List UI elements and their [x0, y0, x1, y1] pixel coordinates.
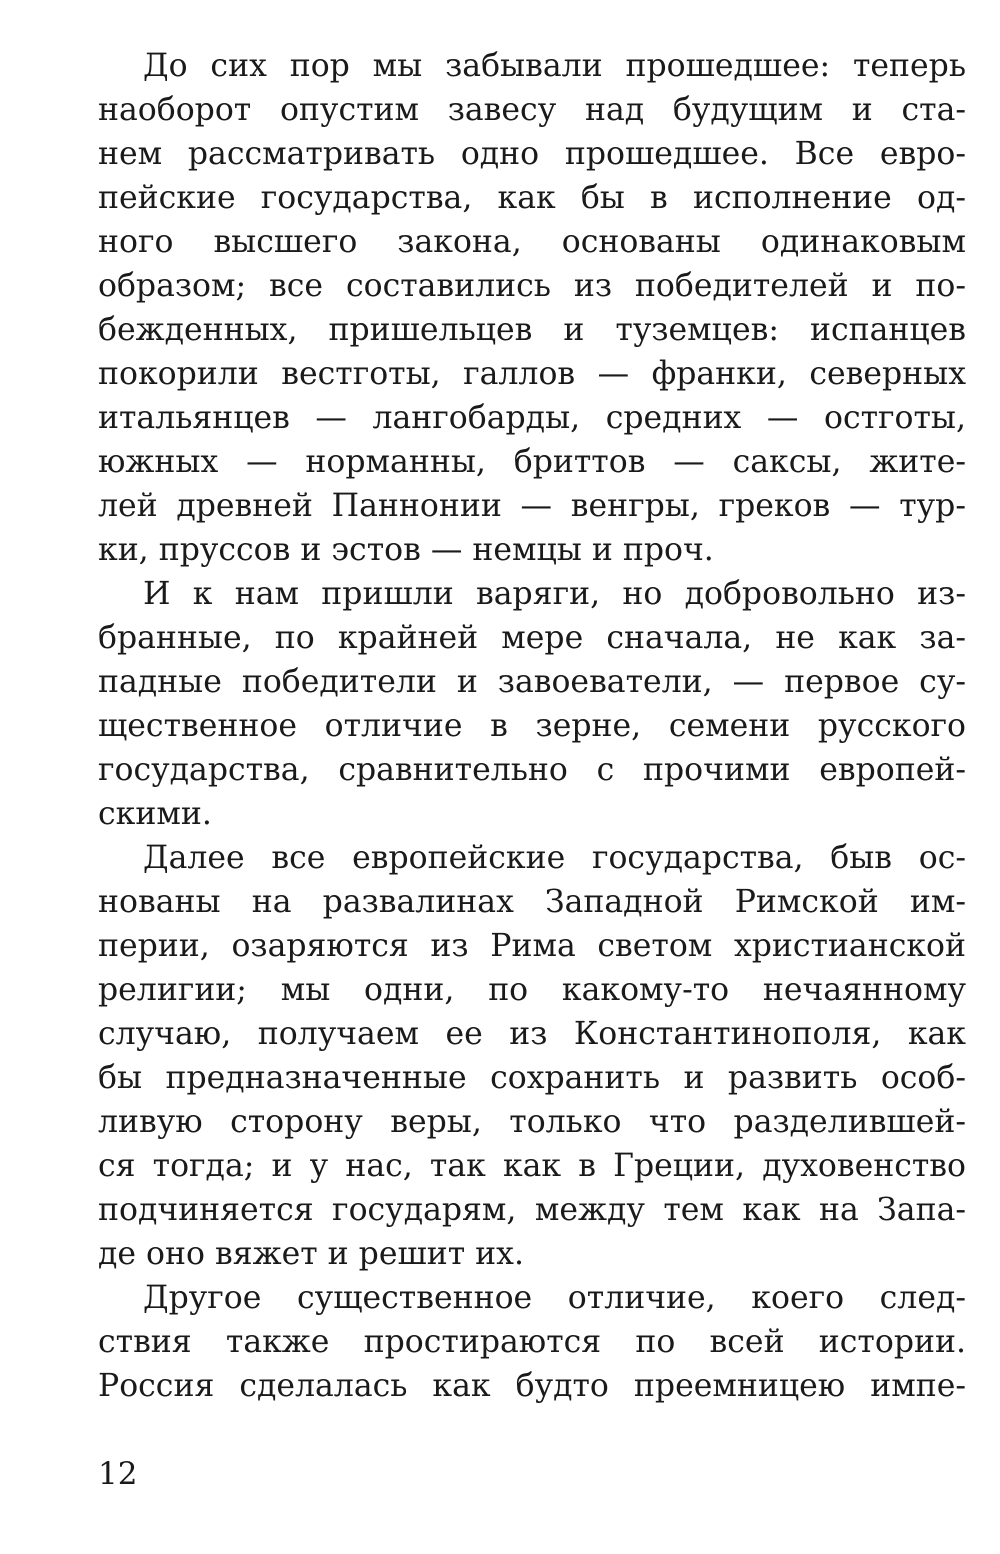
body-text	[98, 44, 966, 1408]
text-line: ного высшего закона, основаны одинаковым	[98, 224, 966, 260]
text-line: образом; все составились из победителей и по-	[98, 268, 966, 304]
text-line: покорили вестготы, галлов — франки, северных	[98, 356, 966, 392]
text-line: скими.	[98, 796, 212, 832]
text-line: нем рассматривать одно прошедшее. Все евро-	[98, 136, 966, 172]
text-line: бежденных, пришельцев и туземцев: испанцев	[98, 312, 966, 348]
paragraph-2	[98, 572, 966, 836]
text-line: ствия также простираются по всей истории.	[98, 1324, 966, 1360]
text-line: Далее все европейские государства, быв ос-	[143, 840, 966, 876]
text-line: подчиняется государям, между тем как на Запа-	[98, 1192, 966, 1228]
text-line: религии; мы одни, по какому-то нечаянному	[98, 972, 966, 1008]
text-line: щественное отличие в зерне, семени русского	[98, 708, 966, 744]
text-line: лей древней Паннонии — венгры, греков — тур-	[98, 488, 966, 524]
text-line: итальянцев — лангобарды, средних — остготы,	[98, 400, 966, 436]
text-line: До сих пор мы забывали прошедшее: теперь	[143, 48, 966, 84]
text-line: ки, пруссов и эстов — немцы и проч.	[98, 532, 714, 568]
text-line: бранные, по крайней мере сначала, не как за-	[98, 620, 966, 656]
text-line: бы предназначенные сохранить и развить особ-	[98, 1060, 966, 1096]
text-line: Россия сделалась как будто преемницею импе-	[98, 1368, 966, 1404]
text-line: перии, озаряются из Рима светом христианской	[98, 928, 966, 964]
paragraph-3	[98, 836, 966, 1276]
text-line: наоборот опустим завесу над будущим и ста-	[98, 92, 966, 128]
text-line: де оно вяжет и решит их.	[98, 1236, 524, 1272]
paragraph-1	[98, 44, 966, 572]
text-line: случаю, получаем ее из Константинополя, как	[98, 1016, 966, 1052]
text-line: государства, сравнительно с прочими европей-	[98, 752, 966, 788]
text-line: ливую сторону веры, только что разделившей-	[98, 1104, 966, 1140]
text-line: падные победители и завоеватели, — первое су-	[98, 664, 966, 700]
text-line: нованы на развалинах Западной Римской им-	[98, 884, 966, 920]
text-line: южных — норманны, бриттов — саксы, жите-	[98, 444, 966, 480]
text-line: пейские государства, как бы в исполнение од-	[98, 180, 966, 216]
text-line: И к нам пришли варяги, но добровольно из-	[143, 576, 966, 612]
page-number: 12	[98, 1456, 138, 1492]
text-line: Другое существенное отличие, коего след-	[143, 1280, 966, 1316]
paragraph-4	[98, 1276, 966, 1408]
text-line: ся тогда; и у нас, так как в Греции, духовенство	[98, 1148, 966, 1184]
